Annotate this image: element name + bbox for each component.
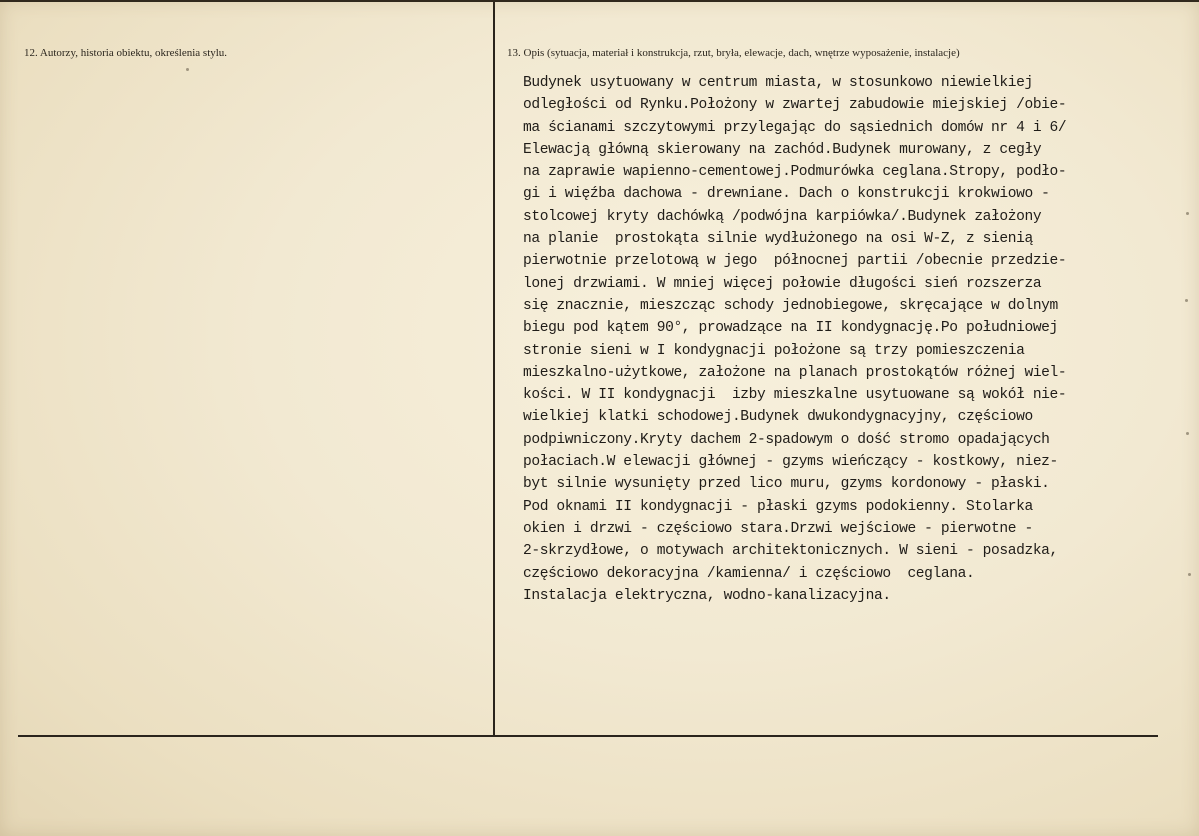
paper-speck <box>1185 299 1188 302</box>
paper-speck <box>1186 432 1189 435</box>
field-13-typed-description: Budynek usytuowany w centrum miasta, w stosunkowo niewielkiej odległości od Rynku.Położony w zwartej zabudowie miejskiej /obie- ma ścianami szczytowymi przylegając do sąsiednich domów nr 4 i 6/ Elewacją główną skierowany na zachód.Budynek murowany, z cegły na zaprawie wapienno-cementowej.Podmurówka ceglana.Stropy, podło- gi i więźba dachowa - drewniane. Dach o konstrukcji krokwiowo - stolcowej kryty dachówką /podwójna karpiówka/.Budynek założony na planie prostokąta silnie wydłużonego na osi W-Z, z sienią pierwotnie przelotową w jego północnej partii /obecnie przedzie- lonej drzwiami. W mniej więcej połowie długości sień rozszerza się znacznie, mieszcząc schody jednobiegowe, skręcające w dolnym biegu pod kątem 90°, prowadzące na II kondygnację.Po południowej stronie sieni w I kondygnacji położone są trzy pomieszczenia mieszkalno-użytkowe, założone na planach prostokątów różnej wiel- kości. W II kondygnacji izby mieszkalne usytuowane są wokół nie- wielkiej klatki schodowej.Budynek dwukondygnacyjny, częściowo podpiwniczony.Kryty dachem 2-spadowym o dość stromo opadających połaciach.W elewacji głównej - gzyms wieńczący - kostkowy, niez- byt silnie wysunięty przed lico muru, gzyms kordonowy - płaski. Pod oknami II kondygnacji - płaski gzyms podokienny. Stolarka okien i drzwi - częściowo stara.Drzwi wejściowe - pierwotne - 2-skrzydłowe, o motywach architektonicznych. W sieni - posadzka, częściowo dekoracyjna /kamienna/ i częściowo ceglana. Instalacja elektryczna, wodno-kanalizacyjna. <box>523 75 1067 604</box>
bottom-divider <box>18 735 1158 737</box>
top-border-rule <box>0 0 1199 2</box>
column-divider <box>493 0 495 736</box>
field-12-title: 12. Autorzy, historia obiektu, określenia stylu. <box>24 47 228 59</box>
field-13-title: 13. Opis (sytuacja, materiał i konstrukcja, rzut, bryła, elewacje, dach, wnętrze wyposażenie, instalacje) <box>507 47 960 59</box>
paper-speck <box>186 68 189 71</box>
paper-speck <box>1186 212 1189 215</box>
paper-speck <box>1188 573 1191 576</box>
